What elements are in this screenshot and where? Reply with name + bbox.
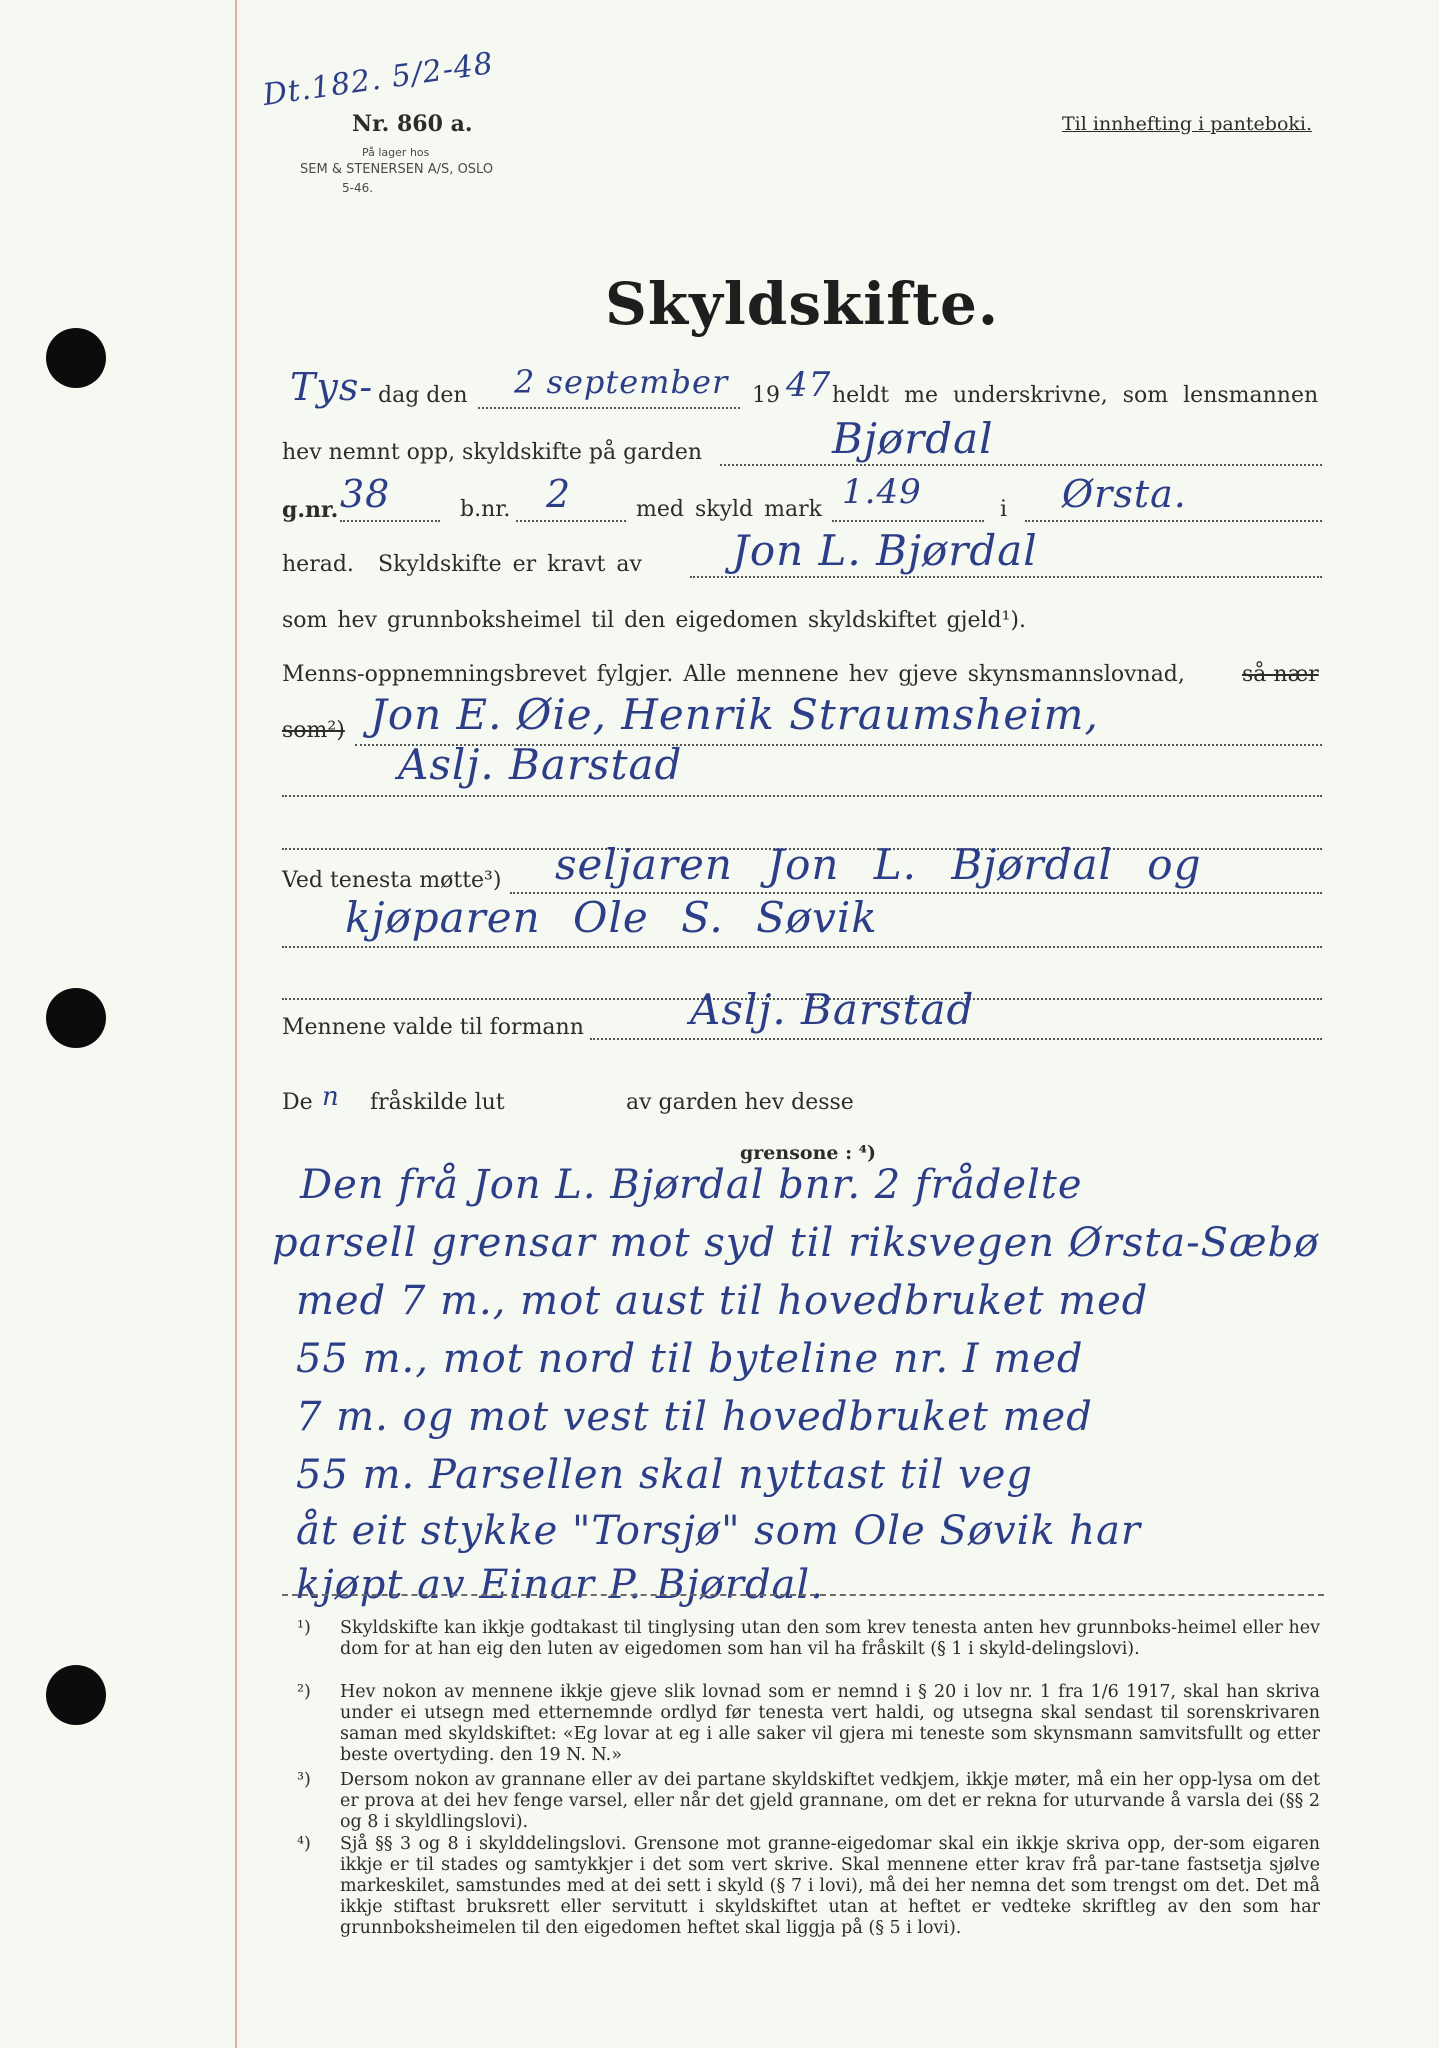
footnote-number: ¹) [297, 1618, 311, 1638]
chair-field [590, 1038, 1322, 1040]
struck-text: som²) [282, 718, 345, 743]
divider [282, 1594, 1324, 1596]
present-field [282, 946, 1322, 948]
gnr-label: g.nr. [282, 497, 339, 523]
footnote-number: ⁴) [297, 1834, 311, 1854]
publisher-line: SEM & STENERSEN A/S, OSLO [300, 162, 494, 177]
day-prefix: Tys- [290, 365, 374, 409]
i-label: i [1000, 497, 1008, 522]
bnr-label: b.nr. [460, 497, 511, 522]
footnote-number: ²) [297, 1682, 311, 1702]
skyld-field [832, 520, 984, 522]
form-number: Nr. 860 a. [352, 111, 473, 137]
punch-hole [46, 1665, 106, 1725]
publisher-line: På lager hos [362, 146, 430, 159]
menn-text: Menns-oppnemningsbrevet fylgjer. Alle mennene hev gjeve skynsmannslovnad, [282, 662, 1185, 687]
de-label: De [282, 1090, 313, 1115]
bnr-field [516, 520, 626, 522]
boundary-line: 55 m., mot nord til byteline nr. I med [296, 1336, 1084, 1382]
document-title: Skyldskifte. [605, 270, 1000, 338]
footnote [282, 1618, 1322, 1682]
present-names: seljaren Jon L. Bjørdal og [555, 840, 1202, 889]
chair-label: Mennene valde til formann [282, 1015, 584, 1040]
footnote-number: ³) [297, 1770, 311, 1790]
year-value: 47 [786, 365, 832, 405]
punch-hole [46, 988, 106, 1048]
men-names: Aslj. Barstad [398, 740, 683, 789]
skyld-label: med skyld mark [636, 497, 822, 522]
boundary-line: 55 m. Parsellen skal nyttast til veg [296, 1452, 1034, 1498]
footnote [282, 1682, 1322, 1774]
present-label: Ved tenesta møtte³) [282, 868, 502, 893]
gnr-value: 38 [340, 472, 391, 516]
farm-label: hev nemnt opp, skyldskifte på garden [282, 440, 703, 465]
men-names: Jon E. Øie, Henrik Straumsheim, [370, 690, 1099, 739]
punch-hole [46, 328, 106, 388]
present-names: kjøparen Ole S. Søvik [345, 893, 878, 942]
year-prefix: 19 [752, 383, 780, 408]
men-field [282, 795, 1322, 797]
herad-field [1025, 520, 1322, 522]
boundary-line: 7 m. og mot vest til hovedbruket med [296, 1394, 1093, 1440]
bnr-value: 2 [546, 472, 572, 516]
herad-value: Ørsta. [1062, 472, 1187, 516]
footnote [282, 1834, 1322, 1964]
day-label: dag den [378, 383, 468, 408]
handwritten-reference: Dt.182. 5/2-48 [260, 45, 496, 114]
fraskilde-label: fråskilde lut [370, 1090, 505, 1115]
requested-label: Skyldskifte er kravt av [378, 552, 642, 577]
gnr-field [340, 520, 440, 522]
date-value: 2 september [514, 363, 729, 401]
line1-text: heldt me underskrivne, som lensmannen [832, 383, 1319, 408]
heimel-text: som hev grunnboksheimel til den eigedomen skyldskiftet gjeld¹). [282, 608, 1026, 633]
boundary-line: parsell grensar mot syd til riksvegen Ørsta-Sæbø [272, 1220, 1320, 1266]
av-garden-label: av garden hev desse [626, 1090, 854, 1115]
skyld-value: 1.49 [842, 472, 922, 512]
grensone-label: grensone : ⁴) [740, 1142, 877, 1164]
farm-field [720, 464, 1322, 466]
footnote-text: Hev nokon av mennene ikkje gjeve slik lovnad som er nemnd i § 20 i lov nr. 1 fra 1/6 1917, skal han skriva under ei utsegn med etternemnde ordlyd før tenesta vert haldi, og utsegna skal sendast til sorenskrivaren saman med skyldskiftet: «Eg lovar at eg i alle saker vil gjera mi teneste som skynsmann samvitsfullt og etter beste overtyding. den 19 N. N.» [340, 1682, 1320, 1765]
footnote-text: Skyldskifte kan ikkje godtakast til tinglysing utan den som krev tenesta anten hev grunnboks-heimel eller hev dom for at han eig den luten av eigedomen som han vil ha fråskilt (§ 1 i skyld-delingslovi). [340, 1618, 1320, 1659]
boundary-line: Den frå Jon L. Bjørdal bnr. 2 frådelte [300, 1162, 1083, 1208]
footnote-text: Dersom nokon av grannane eller av dei partane skyldskiftet vedkjem, ikkje møter, må ein her opp-lysa om det er prova at dei hev fenge varsel, eller når det gjeld grannane, om det er rekna for uturvande å varsla dei (§§ 2 og 8 i skyldlingslovi). [340, 1770, 1320, 1832]
requested-field [690, 576, 1322, 578]
footnote [282, 1770, 1322, 1834]
de-mark: n [322, 1082, 340, 1112]
boundary-line: åt eit stykke "Torsjø" som Ole Søvik har [296, 1508, 1142, 1554]
requested-by: Jon L. Bjørdal [732, 526, 1038, 575]
boundary-line: med 7 m., mot aust til hovedbruket med [296, 1278, 1149, 1324]
publisher-line: 5-46. [342, 181, 374, 195]
date-field [478, 407, 740, 409]
chair-value: Aslj. Barstad [690, 985, 975, 1034]
herad-label: herad. [282, 552, 354, 577]
struck-text: så nær [1242, 662, 1319, 687]
footnote-text: Sjå §§ 3 og 8 i skylddelingslovi. Grensone mot granne-eigedomar skal ein ikkje skriva opp, der-som eigaren ikkje er til stades og samtykkjer i det som vert skrive. Skal mennene etter krav frå par-tane fastsetja sjølve markeskilet, samstundes med at dei sett i skyld (§ 7 i lovi), må dei her nemna det som trengst om det. Det må ikkje stiftast bruksrett eller servitutt i skyldskiftet utan at heftet er vedteke skriftleg av den som har grunnboksheimelen til den eigedomen heftet skal liggja på (§ 5 i lovi). [340, 1834, 1320, 1938]
boundary-line: kjøpt av Einar P. Bjørdal. [296, 1562, 824, 1608]
instruction-note: Til innhefting i panteboki. [1062, 113, 1313, 135]
margin-line [235, 0, 237, 2048]
farm-name: Bjørdal [832, 414, 994, 463]
